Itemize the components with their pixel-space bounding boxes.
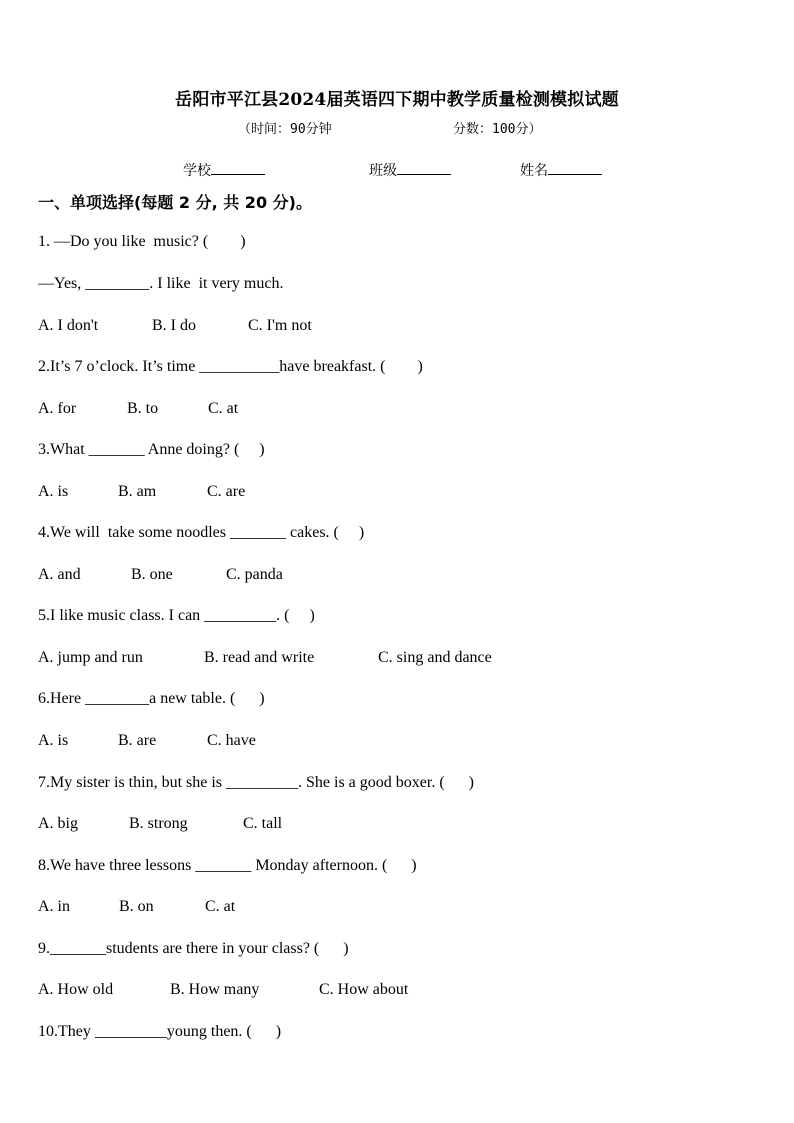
exam-time: （时间：90分钟 xyxy=(238,122,332,137)
question-2-stem: 2.It’s 7 o’clock. It’s time __________have breakfast. ( ) xyxy=(38,358,423,375)
question-1-answer-line: —Yes, ________. I like it very much. xyxy=(38,275,284,292)
option-b: B. How many xyxy=(170,981,260,998)
option-b: B. strong xyxy=(129,815,188,832)
school-blank xyxy=(211,160,265,175)
option-b: B. on xyxy=(119,898,154,915)
option-a: A. jump and run xyxy=(38,649,143,666)
option-a: A. is xyxy=(38,483,69,500)
option-c: C. tall xyxy=(243,815,283,832)
section-heading: 一、单项选择(每题 2 分, 共 20 分)。 xyxy=(38,193,312,212)
option-b: B. I do xyxy=(152,317,196,334)
exam-title: 岳阳市平江县2024届英语四下期中教学质量检测模拟试题 xyxy=(175,90,619,110)
option-a: A. in xyxy=(38,898,70,915)
option-c: C. are xyxy=(207,483,246,500)
question-5-stem: 5.I like music class. I can _________. ( ) xyxy=(38,607,315,624)
question-6-stem: 6.Here ________a new table. ( ) xyxy=(38,690,265,707)
option-b: B. am xyxy=(118,483,157,500)
class-blank xyxy=(397,160,451,175)
question-9-stem: 9._______students are there in your class? ( ) xyxy=(38,940,349,957)
school-field xyxy=(183,160,265,180)
option-a: A. and xyxy=(38,566,81,583)
option-a: A. How old xyxy=(38,981,114,998)
option-a: A. for xyxy=(38,400,77,417)
question-7-stem: 7.My sister is thin, but she is _________. She is a good boxer. ( ) xyxy=(38,774,474,791)
option-b: B. one xyxy=(131,566,173,583)
class-label: 班级 xyxy=(369,163,397,179)
option-a: A. is xyxy=(38,732,69,749)
name-blank xyxy=(548,160,602,175)
question-10-stem: 10.They _________young then. ( ) xyxy=(38,1023,282,1040)
name-label: 姓名 xyxy=(520,163,548,179)
exam-score: 分数：100分） xyxy=(453,122,542,137)
option-c: C. sing and dance xyxy=(378,649,492,666)
question-8-stem: 8.We have three lessons _______ Monday afternoon. ( ) xyxy=(38,857,417,874)
name-field xyxy=(520,160,602,180)
option-a: A. I don't xyxy=(38,317,99,334)
option-c: C. at xyxy=(208,400,239,417)
question-3-stem: 3.What _______ Anne doing? ( ) xyxy=(38,441,265,458)
option-c: C. panda xyxy=(226,566,283,583)
option-b: B. are xyxy=(118,732,157,749)
option-b: B. to xyxy=(127,400,159,417)
class-field xyxy=(369,160,451,180)
option-b: B. read and write xyxy=(204,649,315,666)
school-label: 学校 xyxy=(183,163,211,179)
option-c: C. I'm not xyxy=(248,317,312,334)
option-a: A. big xyxy=(38,815,78,832)
question-1-stem: 1. —Do you like music? ( ) xyxy=(38,233,246,250)
option-c: C. How about xyxy=(319,981,409,998)
question-4-stem: 4.We will take some noodles _______ cakes. ( ) xyxy=(38,524,365,541)
option-c: C. have xyxy=(207,732,256,749)
option-c: C. at xyxy=(205,898,236,915)
